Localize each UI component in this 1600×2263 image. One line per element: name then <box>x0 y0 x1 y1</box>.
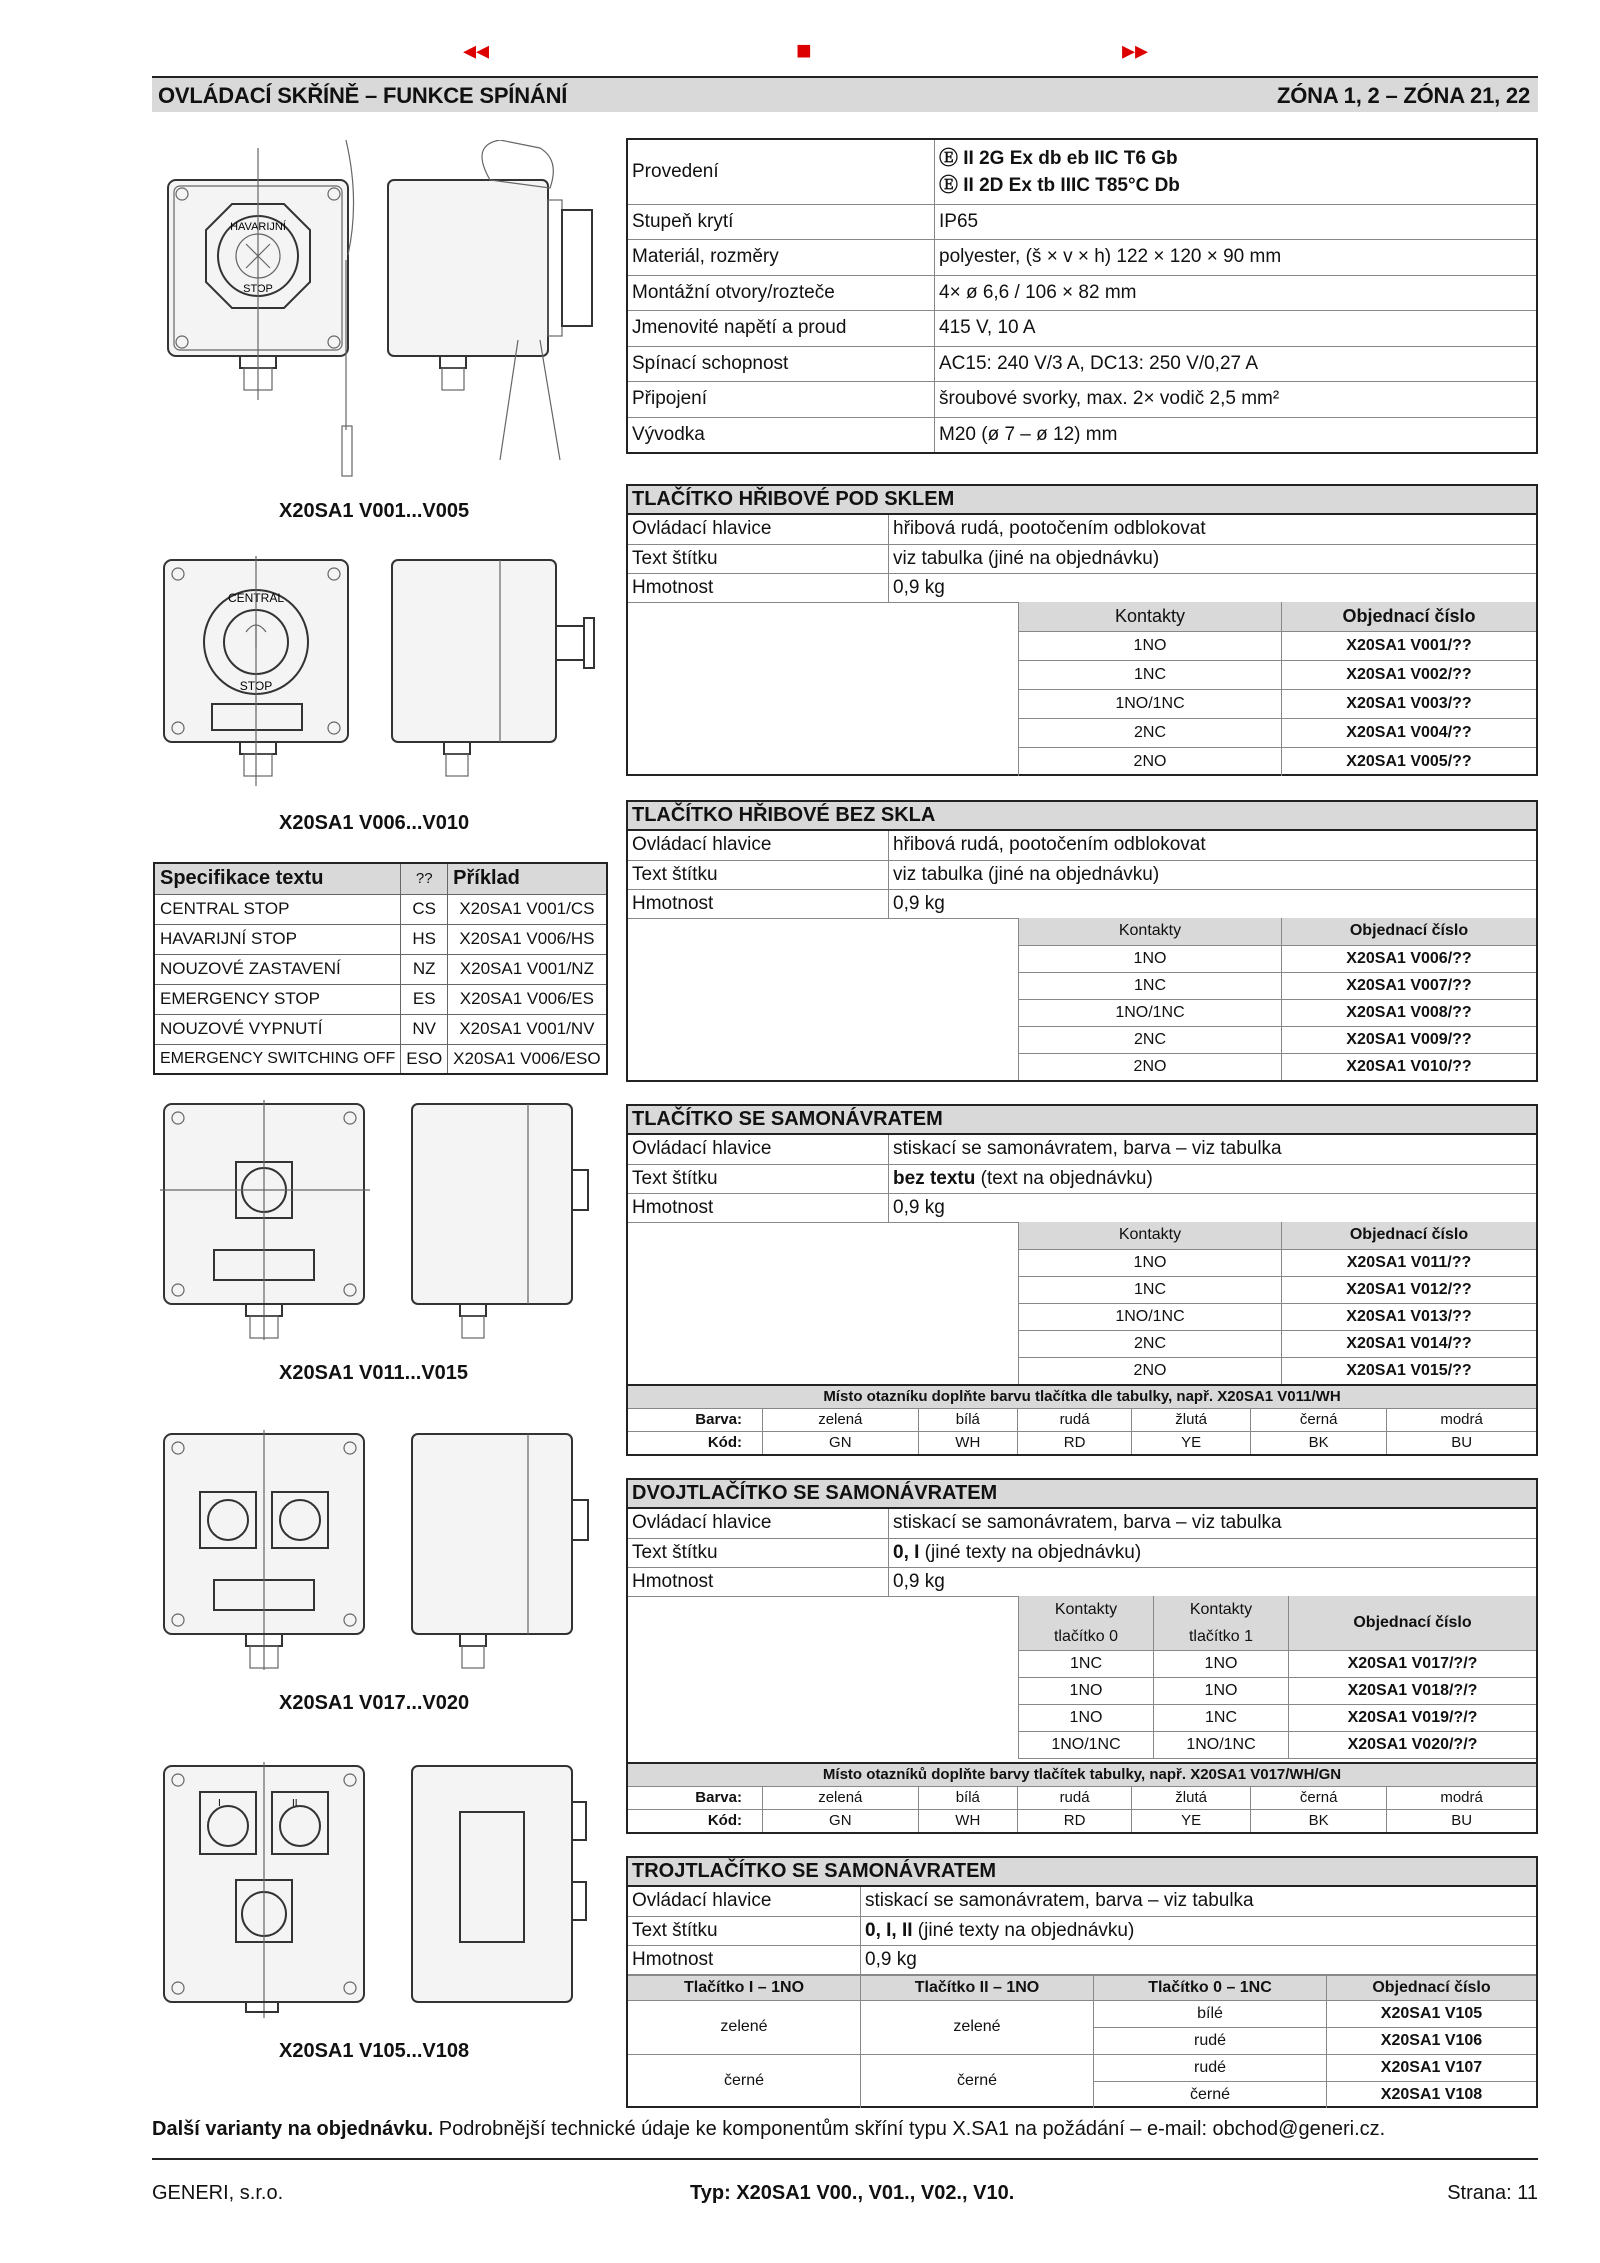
table-row: 2NO X20SA1 V010/?? <box>1019 1053 1537 1080</box>
note: Místo otazníků doplňte barvy tlačítek tabulky, např. X20SA1 V017/WH/GN <box>628 1762 1536 1787</box>
general-value: 4× ø 6,6 / 106 × 82 mm <box>935 275 1537 311</box>
field-value: 0,9 kg <box>861 1945 1537 1974</box>
field-value: viz tabulka (jiné na objednávku) <box>889 860 1537 889</box>
field-value: 0, I, II (jiné texty na objednávku) <box>861 1916 1537 1945</box>
general-value: polyester, (š × v × h) 122 × 120 × 90 mm <box>935 240 1537 276</box>
field-label: Hmotnost <box>628 889 889 918</box>
table-row: 1NO X20SA1 V001/?? <box>1019 631 1537 660</box>
col-order: Objednací číslo <box>1327 1975 1537 2000</box>
table-row: EMERGENCY SWITCHING OFF ESO X20SA1 V006/ESO <box>154 1044 607 1074</box>
drawing-v105-v108 <box>160 1762 600 2022</box>
header-band <box>152 76 1538 112</box>
col-button-ii: Tlačítko II – 1NO <box>861 1975 1094 2000</box>
table-row: 2NC X20SA1 V004/?? <box>1019 718 1537 747</box>
table-row: 1NC 1NO X20SA1 V017/?/? <box>1019 1651 1537 1678</box>
table-row: 1NC X20SA1 V007/?? <box>1019 972 1537 999</box>
col-contacts-1: Kontakty tlačítko 1 <box>1154 1596 1289 1651</box>
field-label: Hmotnost <box>628 1567 889 1596</box>
caption-v006: X20SA1 V006...V010 <box>279 812 470 834</box>
general-key: Jmenovité napětí a proud <box>628 311 935 347</box>
section-title: TLAČÍTKO HŘIBOVÉ POD SKLEM <box>628 486 1536 515</box>
field-label: Ovládací hlavice <box>628 515 889 544</box>
field-label: Ovládací hlavice <box>628 1135 889 1164</box>
field-label: Ovládací hlavice <box>628 831 889 860</box>
field-label: Text štítku <box>628 544 889 573</box>
footer-page: Strana: 11 <box>1447 2182 1538 2204</box>
col-contacts-0: Kontakty tlačítko 0 <box>1019 1596 1154 1651</box>
note: Místo otazníku doplňte barvu tlačítka dle tabulky, např. X20SA1 V011/WH <box>628 1384 1536 1409</box>
col-order: Objednací číslo <box>1282 1222 1537 1249</box>
field-label: Text štítku <box>628 1916 861 1945</box>
text-spec-table <box>153 862 608 1075</box>
general-key: Stupeň krytí <box>628 204 935 240</box>
label-i: I <box>218 1798 221 1809</box>
general-value: AC15: 240 V/3 A, DC13: 250 V/0,27 A <box>935 346 1537 382</box>
field-value: viz tabulka (jiné na objednávku) <box>889 544 1537 573</box>
table-row: 1NC X20SA1 V012/?? <box>1019 1276 1537 1303</box>
section-title: TLAČÍTKO SE SAMONÁVRATEM <box>628 1106 1536 1135</box>
general-value: 415 V, 10 A <box>935 311 1537 347</box>
label-stop: STOP <box>243 283 273 295</box>
field-value: hřibová rudá, pootočením odblokovat <box>889 515 1537 544</box>
general-value: M20 (ø 7 – ø 12) mm <box>939 423 1118 445</box>
table-row: černé černé rudé X20SA1 V107 <box>628 2054 1536 2081</box>
table-row: 1NO X20SA1 V006/?? <box>1019 945 1537 972</box>
order-table <box>1018 1222 1536 1385</box>
general-table <box>626 138 1538 454</box>
general-key: Vývodka <box>628 417 935 452</box>
field-value: 0, I (jiné texty na objednávku) <box>889 1538 1537 1567</box>
table-row: 1NO 1NC X20SA1 V019/?/? <box>1019 1705 1537 1732</box>
field-label: Text štítku <box>628 1164 889 1193</box>
header-right: ZÓNA 1, 2 – ZÓNA 21, 22 <box>1277 83 1530 108</box>
field-label: Hmotnost <box>628 573 889 602</box>
next-page-icon[interactable]: ▸▸ <box>1122 35 1149 65</box>
header-left: OVLÁDACÍ SKŘÍNĚ – FUNKCE SPÍNÁNÍ <box>158 83 568 108</box>
stop-icon[interactable]: ■ <box>796 35 812 65</box>
section-title: TLAČÍTKO HŘIBOVÉ BEZ SKLA <box>628 802 1536 831</box>
order-table <box>628 1975 1536 2109</box>
general-key: Materiál, rozměry <box>628 240 935 276</box>
order-table <box>1018 602 1536 776</box>
field-label: Text štítku <box>628 1538 889 1567</box>
section-pushbutton <box>626 1104 1538 1456</box>
table-row: černé X20SA1 V108 <box>628 2081 1536 2108</box>
general-key: Připojení <box>628 382 935 418</box>
col-contacts: Kontakty <box>1019 602 1282 631</box>
caption-v001: X20SA1 V001...V005 <box>279 500 470 522</box>
field-label: Ovládací hlavice <box>628 1509 889 1538</box>
field-value: 0,9 kg <box>889 1193 1537 1222</box>
field-value: stiskací se samonávratem, barva – viz tabulka <box>889 1135 1537 1164</box>
col-order: Objednací číslo <box>1282 602 1537 631</box>
footer-divider <box>152 2158 1538 2160</box>
prev-page-icon[interactable]: ◂◂ <box>463 35 490 65</box>
section-title: DVOJTLAČÍTKO SE SAMONÁVRATEM <box>628 1480 1536 1509</box>
table-row: 2NC X20SA1 V014/?? <box>1019 1330 1537 1357</box>
table-row: 1NO/1NC 1NO/1NC X20SA1 V020/?/? <box>1019 1732 1537 1759</box>
table-row: NOUZOVÉ ZASTAVENÍ NZ X20SA1 V001/NZ <box>154 954 607 984</box>
general-value: IP65 <box>935 204 1537 240</box>
section-mushroom-noglass <box>626 800 1538 1082</box>
table-row: 1NO/1NC X20SA1 V003/?? <box>1019 689 1537 718</box>
footer-type: Typ: X20SA1 V00., V01., V02., V10. <box>690 2182 1015 2204</box>
field-value: 0,9 kg <box>889 1567 1537 1596</box>
color-table: Barva: zelená bílá rudá žlutá černá modrá Kód: GN WH RD YE BK BU <box>628 1408 1536 1454</box>
spec-col-example: Příklad <box>448 863 607 894</box>
order-table <box>1018 1596 1536 1759</box>
general-key: Spínací schopnost <box>628 346 935 382</box>
field-value: bez textu (text na objednávku) <box>889 1164 1537 1193</box>
general-key: Montážní otvory/rozteče <box>628 275 935 311</box>
color-table: Barva: zelená bílá rudá žlutá černá modrá Kód: GN WH RD YE BK BU <box>628 1786 1536 1832</box>
caption-v011: X20SA1 V011...V015 <box>279 1362 469 1384</box>
caption-v017: X20SA1 V017...V020 <box>279 1692 470 1714</box>
label-havarijni: HAVARIJNÍ <box>230 221 286 233</box>
table-row: 1NC X20SA1 V002/?? <box>1019 660 1537 689</box>
table-row: CENTRAL STOP CS X20SA1 V001/CS <box>154 894 607 924</box>
section-title: TROJTLAČÍTKO SE SAMONÁVRATEM <box>628 1858 1536 1887</box>
col-button-i: Tlačítko I – 1NO <box>628 1975 861 2000</box>
field-value: 0,9 kg <box>889 889 1537 918</box>
table-row: 1NO 1NO X20SA1 V018/?/? <box>1019 1678 1537 1705</box>
caption-v105: X20SA1 V105...V108 <box>279 2040 470 2062</box>
footer-company: GENERI, s.r.o. <box>152 2182 284 2204</box>
field-label: Hmotnost <box>628 1945 861 1974</box>
table-row: 2NC X20SA1 V009/?? <box>1019 1026 1537 1053</box>
field-value: hřibová rudá, pootočením odblokovat <box>889 831 1537 860</box>
field-value: stiskací se samonávratem, barva – viz tabulka <box>861 1887 1537 1916</box>
order-table <box>1018 918 1536 1080</box>
general-key: Provedení <box>628 140 935 204</box>
section-double-pushbutton <box>626 1478 1538 1834</box>
table-row: 2NO X20SA1 V015/?? <box>1019 1357 1537 1384</box>
field-value: stiskací se samonávratem, barva – viz tabulka <box>889 1509 1537 1538</box>
table-row: zelené zelené bílé X20SA1 V105 <box>628 2000 1536 2027</box>
field-label: Text štítku <box>628 860 889 889</box>
label-central: CENTRAL <box>227 591 285 605</box>
table-row: 1NO/1NC X20SA1 V013/?? <box>1019 1303 1537 1330</box>
bottom-note-text: Podrobnější technické údaje ke komponentům skříní typu X.SA1 na požádání – e-mail: obchod@generi.cz. <box>433 2118 1386 2140</box>
general-value: Ⓔ II 2G Ex db eb IIC T6 Gb Ⓔ II 2D Ex tb IIIC T85°C Db <box>935 140 1537 204</box>
col-contacts: Kontakty <box>1019 918 1282 945</box>
drawing-v006-v010 <box>160 556 600 796</box>
drawing-v011-v015 <box>160 1100 600 1350</box>
section-mushroom-glass <box>626 484 1538 776</box>
table-row: 1NO/1NC X20SA1 V008/?? <box>1019 999 1537 1026</box>
label-ii: II <box>292 1798 298 1809</box>
drawing-v017-v020 <box>160 1430 600 1680</box>
section-triple-pushbutton <box>626 1856 1538 2108</box>
field-label: Hmotnost <box>628 1193 889 1222</box>
col-order: Objednací číslo <box>1282 918 1537 945</box>
bottom-note-bold: Další varianty na objednávku. <box>152 2118 434 2140</box>
field-label: Ovládací hlavice <box>628 1887 861 1916</box>
table-row: 2NO X20SA1 V005/?? <box>1019 747 1537 776</box>
drawing-v001-v005 <box>160 140 600 485</box>
col-order: Objednací číslo <box>1289 1596 1537 1651</box>
table-row: rudé X20SA1 V106 <box>628 2027 1536 2054</box>
table-row: NOUZOVÉ VYPNUTÍ NV X20SA1 V001/NV <box>154 1014 607 1044</box>
field-value: 0,9 kg <box>889 573 1537 602</box>
col-button-0: Tlačítko 0 – 1NC <box>1094 1975 1327 2000</box>
spec-col-code: ?? <box>401 863 448 894</box>
col-contacts: Kontakty <box>1019 1222 1282 1249</box>
spec-col-text: Specifikace textu <box>154 863 401 894</box>
table-row: HAVARIJNÍ STOP HS X20SA1 V006/HS <box>154 924 607 954</box>
table-row: EMERGENCY STOP ES X20SA1 V006/ES <box>154 984 607 1014</box>
label-stop: STOP <box>239 679 273 693</box>
bottom-note <box>152 2118 1385 2141</box>
general-value: šroubové svorky, max. 2× vodič 2,5 mm² <box>935 382 1537 418</box>
table-row: 1NO X20SA1 V011/?? <box>1019 1249 1537 1276</box>
